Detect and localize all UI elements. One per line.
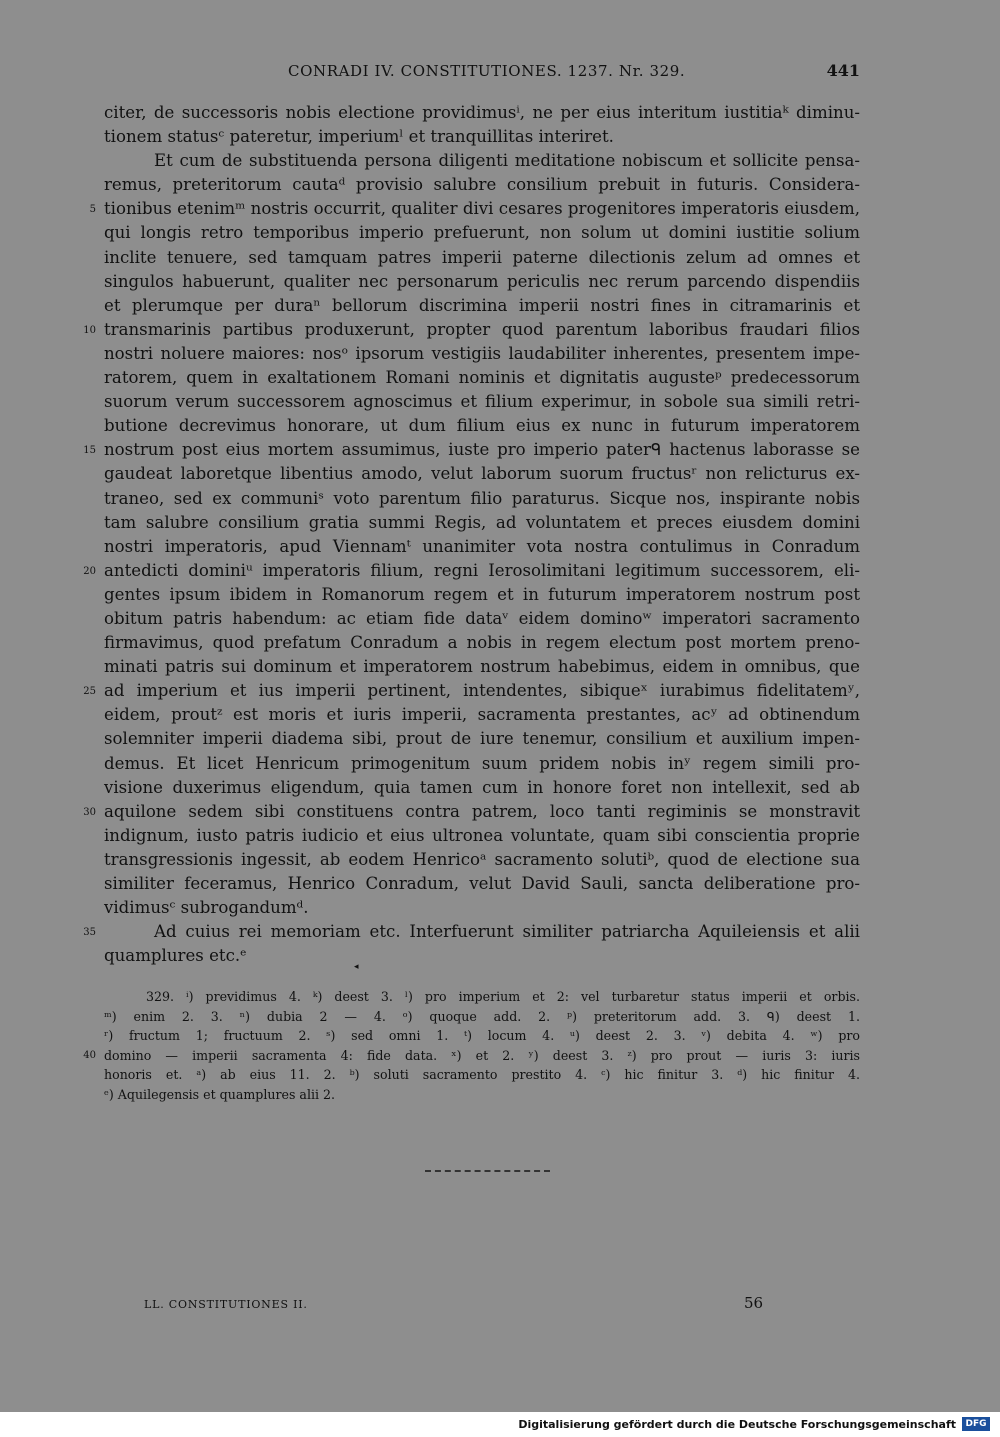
line-number: 25	[83, 686, 96, 698]
body-line	[83, 318, 860, 342]
running-header	[104, 62, 860, 84]
footnote-line	[104, 1026, 860, 1046]
body-line-text: suorum verum successorem agnoscimus et filium experimur, in sobole sua simili retri-	[104, 392, 860, 412]
body-line	[104, 752, 860, 776]
body-line-text: gentes ipsum ibidem in Romanorum regem et in futurum imperatorem nostrum post	[104, 584, 860, 604]
body-line	[104, 294, 860, 318]
body-line	[104, 631, 860, 655]
body-line-text: demus. Et licet Henricum primogenitum suum pridem nobis inʸ regem simili pro-	[104, 753, 860, 773]
body-line-text: vidimusᶜ subrogandumᵈ.	[104, 898, 309, 918]
body-line	[104, 487, 860, 511]
body-line	[104, 896, 860, 920]
body-line	[104, 703, 860, 727]
body-line	[104, 824, 860, 848]
footnote-line-text: ʳ) fructum 1; fructuum 2. ˢ) sed omni 1. ᵗ) locum 4. ᵘ) deest 2. 3. ᵛ) debita 4. ʷ) pro	[104, 1028, 860, 1043]
line-number: 30	[83, 806, 96, 818]
body-line-text: firmavimus, quod prefatum Conradum a nobis in regem electum post mortem preno-	[104, 633, 860, 653]
body-line	[104, 173, 860, 197]
body-line-text: ratorem, quem in exaltationem Romani nominis et dignitatis augusteᵖ predecessorum	[104, 368, 860, 388]
body-line	[89, 197, 860, 221]
body-line-text: singulos habuerunt, qualiter nec personarum periculis nec rerum parcendo dispendiis	[104, 271, 860, 291]
body-line	[104, 872, 860, 896]
body-line	[104, 246, 860, 270]
line-number: 10	[83, 324, 96, 336]
body-line	[83, 920, 860, 944]
body-line	[104, 848, 860, 872]
main-text	[83, 101, 860, 968]
body-line-text: tam salubre consilium gratia summi Regis, ad voluntatem et preces eiusdem domini	[104, 512, 860, 532]
body-line-text: transmarinis partibus produxerunt, propter quod parentum laboribus fraudari filios	[104, 319, 860, 339]
body-line-text: citer, de successoris nobis electione providimusⁱ, ne per eius interitum iustitiaᵏ diminu-	[104, 103, 860, 122]
body-line-text: obitum patris habendum: ac etiam fide dataᵛ eidem dominoʷ imperatori sacramento	[104, 608, 860, 628]
footnote-line-text: 329. ⁱ) previdimus 4. ᵏ) deest 3. ˡ) pro imperium et 2: vel turbaretur status imperii et orbis.	[146, 989, 860, 1004]
dfg-banner	[0, 1412, 1000, 1437]
body-line-text: tionibus etenimᵐ nostris occurrit, qualiter divi cesares progenitores imperatoris eiusdem,	[104, 199, 860, 219]
body-line-text: butione decrevimus honorare, ut dum filium eius ex nunc in futurum imperatorem	[104, 416, 860, 436]
body-line-text: nostri noluere maiores: nosᵒ ipsorum vestigiis laudabiliter inherentes, presentem impe-	[104, 343, 860, 363]
body-line-text: Ad cuius rei memoriam etc. Interfuerunt similiter patriarcha Aquileiensis et alii	[154, 922, 860, 942]
body-line-text: indignum, iusto patris iudicio et eius ultronea voluntate, quam sibi conscientia proprie	[104, 825, 860, 845]
body-line-text: nostri imperatoris, apud Viennamᵗ unanimiter vota nostra contulimus in Conradum	[104, 536, 860, 556]
margin-mark: ◂	[354, 962, 359, 972]
footnote-line	[83, 1046, 860, 1066]
body-line-text: et plerumque per duraⁿ bellorum discrimina imperii nostri fines in citramarinis et	[104, 295, 860, 315]
body-line-text: antedicti dominiᵘ imperatoris filium, regni Ierosolimitani legitimum successorem, eli-	[104, 560, 860, 580]
dfg-banner-text[interactable]: Digitalisierung gefördert durch die Deutsche Forschungsgemeinschaft	[518, 1418, 956, 1431]
footnote-line-text: ᵉ) Aquilegensis et quamplures alii 2.	[104, 1086, 336, 1102]
body-line	[104, 727, 860, 751]
body-line	[104, 776, 860, 800]
body-line	[83, 559, 860, 583]
body-line-text: remus, preteritorum cautaᵈ provisio salubre consilium prebuit in futuris. Considera-	[104, 175, 860, 195]
body-line	[104, 366, 860, 390]
body-line	[104, 655, 860, 679]
body-line	[104, 221, 860, 245]
body-line	[83, 679, 860, 703]
body-line-text: aquilone sedem sibi constituens contra patrem, loco tanti regiminis se monstravit	[104, 801, 860, 821]
footnote-line	[104, 1007, 860, 1027]
footnote-line	[104, 1085, 860, 1105]
body-line	[83, 800, 860, 824]
line-number: 5	[89, 204, 96, 216]
footnote-line	[104, 1065, 860, 1085]
body-line-text: inclite tenuere, sed tamquam patres imperii paterne dilectionis zelum ad omnes et	[104, 247, 860, 267]
body-line-text: traneo, sed ex communiˢ voto parentum filio paraturus. Sicque nos, inspirante nobis	[104, 488, 860, 508]
body-line	[104, 101, 860, 125]
line-number: 15	[83, 445, 96, 457]
body-line-text: eidem, proutᶻ est moris et iuris imperii, sacramenta prestantes, acʸ ad obtinendum	[104, 705, 860, 725]
body-line-text: quamplures etc.ᵉ	[104, 946, 247, 966]
body-line-text: tionem statusᶜ pateretur, imperiumˡ et tranquillitas interiret.	[104, 127, 614, 147]
body-line-text: nostrum post eius mortem assumimus, iuste pro imperio paterᑫ hactenus laborasse se	[104, 440, 860, 460]
body-line	[104, 511, 860, 535]
body-line	[104, 583, 860, 607]
body-line	[104, 149, 860, 173]
body-line-text: transgressionis ingessit, ab eodem Henricoᵃ sacramento solutiᵇ, quod de electione sua	[104, 849, 860, 869]
footnote-line-text: domino — imperii sacramenta 4: fide data. ˣ) et 2. ʸ) deest 3. ᶻ) pro prout — iuris 3: iuris	[104, 1047, 860, 1063]
body-line-text: qui longis retro temporibus imperio prefuerunt, non solum ut domini iustitie solium	[104, 223, 860, 243]
line-number: 35	[83, 927, 96, 939]
body-line-text: solemniter imperii diadema sibi, prout de iure tenemur, consilium et auxilium impen-	[104, 729, 860, 749]
body-line-text: visione duxerimus eligendum, quia tamen cum in honore foret non intellexit, sed ab	[104, 777, 860, 797]
body-line-text: minati patris sui dominum et imperatorem nostrum habebimus, eidem in omnibus, que	[104, 657, 860, 677]
body-line	[104, 944, 860, 968]
body-line	[104, 535, 860, 559]
footnote-line-text: ᵐ) enim 2. 3. ⁿ) dubia 2 — 4. ᵒ) quoque add. 2. ᵖ) preteritorum add. 3. ᑫ) deest 1.	[104, 1008, 860, 1024]
body-line	[104, 607, 860, 631]
body-line	[83, 438, 860, 462]
body-line	[104, 270, 860, 294]
body-line	[104, 462, 860, 486]
body-line-text: ad imperium et ius imperii pertinent, intendentes, sibiqueˣ iurabimus fidelitatemʸ,	[104, 681, 860, 701]
body-line	[104, 414, 860, 438]
body-line	[104, 390, 860, 414]
body-line-text: Et cum de substituenda persona diligenti meditatione nobiscum et sollicite pensa-	[154, 151, 860, 171]
line-number: 40	[83, 1049, 96, 1061]
running-title: CONRADI IV. CONSTITUTIONES. 1237. Nr. 329.	[288, 62, 686, 80]
footnotes	[83, 987, 860, 1104]
body-line-text: similiter feceramus, Henrico Conradum, velut David Sauli, sancta deliberatione pro-	[104, 874, 860, 893]
page-number: 441	[826, 61, 860, 80]
footnote-line-text: honoris et. ᵃ) ab eius 11. 2. ᵇ) soluti sacramento prestito 4. ᶜ) hic finitur 3. ᵈ) hic finitur 4.	[104, 1067, 860, 1082]
footer-series-title: LL. CONSTITUTIONES II.	[144, 1298, 308, 1311]
body-line	[104, 342, 860, 366]
footnote-line	[104, 987, 860, 1007]
dfg-logo-icon[interactable]: DFG	[962, 1417, 990, 1431]
line-number: 20	[83, 565, 96, 577]
body-line-text: gaudeat laboretque libentius amodo, velut laborum suorum fructusʳ non relicturus ex-	[104, 464, 860, 484]
body-line	[104, 125, 860, 149]
section-ornament	[425, 1170, 550, 1174]
signature-mark: 56	[744, 1294, 764, 1312]
